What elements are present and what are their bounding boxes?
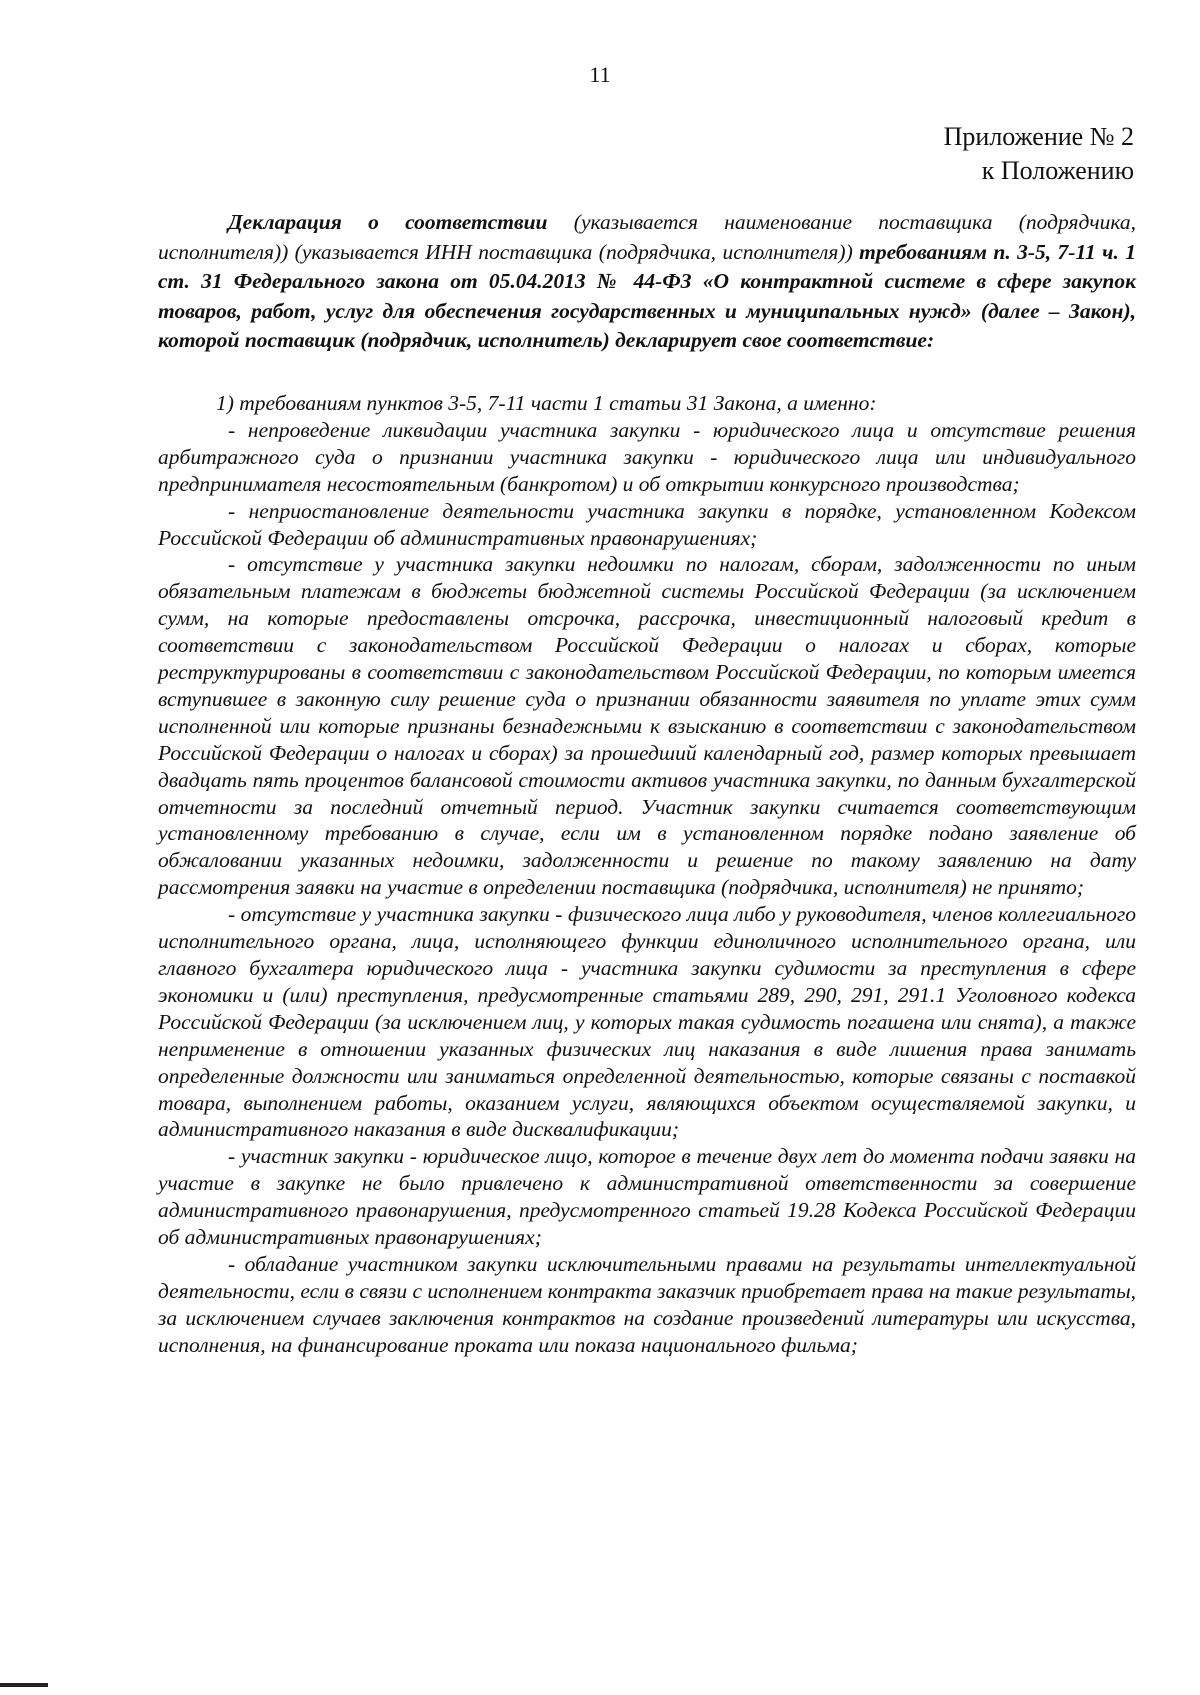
appendix-number: Приложение № 2: [943, 122, 1134, 151]
paragraph-no-liquidation: - непроведение ликвидации участника закупки - юридического лица и отсутствие решения арбитражного суда о признании участника закупки - юридического лица или индивидуального предпринимателя несостоятельным (банкротом) и об открытии конкурсного производства;: [158, 417, 1136, 496]
scan-edge-mark: [0, 1683, 48, 1687]
declaration-heading: [158, 208, 1136, 356]
document-content: [158, 208, 1136, 1359]
page-number: 11: [589, 62, 611, 87]
appendix-reference: к Положению: [981, 156, 1134, 185]
paragraph-no-tax-arrears: - отсутствие у участника закупки недоимки по налогам, сборам, задолженности по иным обязательным платежам в бюджеты бюджетной системы Российской Федерации (за исключением сумм, на которые предоставлены отсрочка, рассрочка, инвестиционный налоговый кредит в соответствии с законодательством Российской Федерации о налогах и сборах, которые реструктурированы в соответствии с законодательством Российской Федерации, по которым имеется вступившее в законную силу решение суда о признании обязанности заявителя по уплате этих сумм исполненной или которые признаны безнадежными к взысканию в соответствии с законодательством Российской Федерации о налогах и сборах) за прошедший календарный год, размер которых превышает двадцать пять процентов балансовой стоимости активов участника закупки, по данным бухгалтерской отчетности за последний отчетный период. Участник закупки считается соответствующим установленному требованию в случае, если им в установленном порядке подано заявление об обжаловании указанных недоимки, задолженности и решение по такому заявлению на дату рассмотрения заявки на участие в определении поставщика (подрядчика, исполнителя) не принято;: [158, 552, 1136, 900]
declaration-requirements-text: требованиям п. 3-5, 7-11 ч. 1 ст. 31 Федерального закона от 05.04.2013 № 44-ФЗ «О контрактной системе в сфере закупок товаров, работ, услуг для обеспечения государственных и муниципальных нужд» (далее – Закон), которой поставщик (подрядчик, исполнитель) декларирует свое соответствие:: [158, 239, 1136, 353]
paragraph-no-criminal-record: - отсутствие у участника закупки - физического лица либо у руководителя, членов коллегиального исполнительного органа, лица, исполняющего функции единоличного исполнительного органа, или главного бухгалтера юридического лица - участника закупки судимости за преступления в сфере экономики и (или) преступления, предусмотренные статьями 289, 290, 291, 291.1 Уголовного кодекса Российской Федерации (за исключением лиц, у которых такая судимость погашена или снята), а также неприменение в отношении указанных физических лиц наказания в виде лишения права занимать определенные должности или заниматься определенной деятельностью, которые связаны с поставкой товара, выполнением работы, оказанием услуги, являющихся объектом осуществляемой закупки, и административного наказания в виде дисквалификации;: [158, 902, 1136, 1142]
declaration-title: Декларация о соответствии: [228, 210, 548, 234]
declaration-placeholder-text: (указывается наименование поставщика (подрядчика, исполнителя)) (указывается ИНН поставщика (подрядчика, исполнителя)): [158, 210, 1136, 264]
paragraph-no-suspension: - неприостановление деятельности участника закупки в порядке, установленном Кодексом Российской Федерации об административных правонарушениях;: [158, 498, 1136, 550]
paragraph-requirements-intro: 1) требованиям пунктов 3-5, 7-11 части 1 статьи 31 Закона, а именно:: [216, 390, 877, 415]
paragraph-no-administrative-liability: - участник закупки - юридическое лицо, которое в течение двух лет до момента подачи заявки на участие в закупке не было привлечено к административной ответственности за совершение административного правонарушения, предусмотренного статьей 19.28 Кодекса Российской Федерации об административных правонарушениях;: [158, 1144, 1136, 1250]
paragraph-exclusive-rights: - обладание участником закупки исключительными правами на результаты интеллектуальной деятельности, если в связи с исполнением контракта заказчик приобретает права на такие результаты, за исключением случаев заключения контрактов на создание произведений литературы или искусства, исполнения, на финансирование проката или показа национального фильма;: [158, 1251, 1137, 1357]
appendix-header: [944, 120, 1134, 188]
declaration-body: [158, 390, 1136, 1359]
